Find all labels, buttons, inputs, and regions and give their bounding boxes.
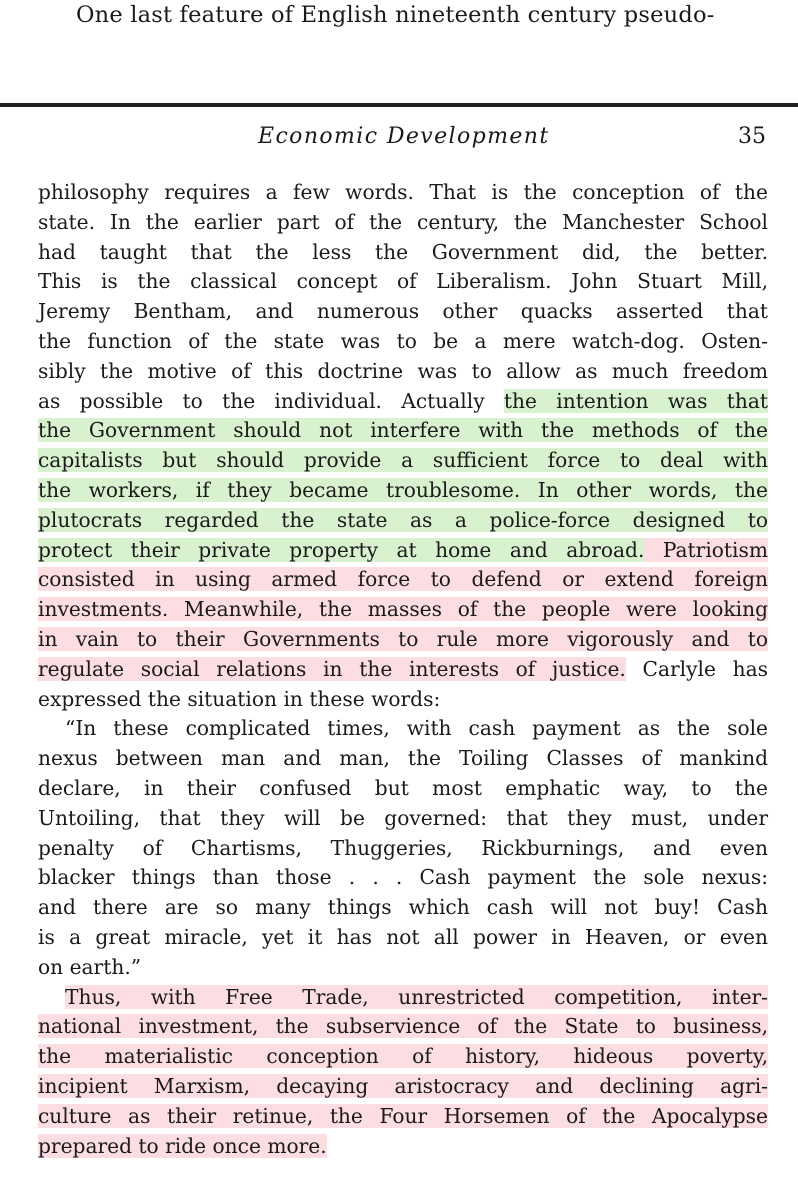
text-line	[38, 327, 768, 357]
text-segment: “In these complicated times, with cash payment as the sole	[65, 716, 768, 741]
highlighted-text-green: capitalists but should provide a sufficient force to deal with	[38, 448, 768, 473]
highlighted-text-pink: national investment, the subservience of the State to business,	[38, 1014, 768, 1039]
highlighted-text-pink: incipient Marxism, decaying aristocracy and declining agri-	[38, 1073, 768, 1098]
text-segment: nexus between man and man, the Toiling Classes of mankind	[38, 746, 768, 771]
text-line	[38, 208, 768, 238]
text-line	[38, 387, 768, 417]
text-segment: declare, in their confused but most emphatic way, to the	[38, 775, 768, 800]
text-line	[38, 893, 768, 923]
text-line	[38, 804, 768, 834]
text-line	[38, 506, 768, 536]
text-line	[38, 655, 768, 685]
text-segment: Jeremy Bentham, and numerous other quacks asserted that	[38, 299, 768, 324]
text-line	[38, 536, 768, 566]
highlighted-text-pink: investments. Meanwhile, the masses of the people were looking	[38, 597, 768, 622]
text-line	[38, 774, 768, 804]
text-line	[38, 834, 768, 864]
text-line	[38, 178, 768, 208]
text-line	[38, 714, 768, 744]
text-line	[38, 1132, 768, 1162]
highlighted-text-pink: in vain to their Governments to rule more vigorously and to	[38, 626, 768, 651]
highlighted-text-green: protect their private property at home and abroad.	[38, 537, 645, 562]
text-segment: and there are so many things which cash will not buy! Cash	[38, 895, 768, 920]
text-segment: had taught that the less the Government did, the better.	[38, 239, 768, 264]
text-line	[38, 685, 768, 715]
text-line	[38, 238, 768, 268]
text-line	[38, 565, 768, 595]
text-segment: expressed the situation in these words:	[38, 686, 441, 711]
text-line	[38, 625, 768, 655]
highlighted-text-pink: Patriotism	[644, 537, 769, 562]
text-segment: on earth.”	[38, 954, 142, 979]
text-line	[38, 1042, 768, 1072]
highlighted-text-pink: the materialistic conception of history, hideous poverty,	[38, 1044, 768, 1069]
highlighted-text-pink: regulate social relations in the interests of justice.	[38, 656, 626, 681]
text-line	[38, 476, 768, 506]
text-line	[38, 595, 768, 625]
text-segment: the function of the state was to be a mere watch-dog. Osten-	[38, 328, 768, 353]
text-segment: blacker things than those . . . Cash payment the sole nexus:	[38, 865, 768, 890]
text-line	[38, 297, 768, 327]
text-line	[38, 983, 768, 1013]
text-line	[38, 267, 768, 297]
page-number: 35	[738, 124, 766, 149]
text-segment: philosophy requires a few words. That is the conception of the	[38, 180, 768, 204]
text-segment: This is the classical concept of Liberalism. John Stuart Mill,	[38, 269, 768, 294]
text-line	[38, 953, 768, 983]
text-segment: penalty of Chartisms, Thuggeries, Rickburnings, and even	[38, 835, 768, 860]
previous-page-last-line: One last feature of English nineteenth century pseudo-	[76, 2, 715, 28]
text-line	[38, 416, 768, 446]
text-line	[38, 1072, 768, 1102]
text-line	[38, 446, 768, 476]
text-segment: is a great miracle, yet it has not all power in Heaven, or even	[38, 924, 768, 949]
highlighted-text-pink: culture as their retinue, the Four Horsemen of the Apocalypse	[38, 1103, 768, 1128]
text-line	[38, 744, 768, 774]
text-line	[38, 923, 768, 953]
text-line	[38, 357, 768, 387]
page-divider	[0, 103, 798, 107]
text-line	[38, 1102, 768, 1132]
text-line	[38, 863, 768, 893]
highlighted-text-pink: prepared to ride once more.	[38, 1133, 327, 1158]
text-segment: as possible to the individual. Actually	[38, 388, 504, 413]
text-segment: sibly the motive of this doctrine was to allow as much freedom	[38, 358, 768, 383]
text-line	[38, 1012, 768, 1042]
highlighted-text-green: the workers, if they became troublesome. In other words, the	[38, 477, 768, 502]
text-segment: Untoiling, that they will be governed: that they must, under	[38, 805, 768, 830]
body-text	[38, 178, 768, 1161]
running-title: Economic Development	[258, 124, 550, 149]
highlighted-text-green: the Government should not interfere with the methods of the	[38, 418, 768, 443]
highlighted-text-green: the intention was that	[503, 388, 768, 413]
highlighted-text-green: plutocrats regarded the state as a police-force designed to	[38, 507, 768, 532]
highlighted-text-pink: consisted in using armed force to defend or extend foreign	[38, 567, 768, 592]
text-segment: Carlyle has	[625, 656, 768, 681]
running-head	[0, 124, 798, 156]
text-segment: state. In the earlier part of the century, the Manchester School	[38, 209, 768, 234]
highlighted-text-pink: Thus, with Free Trade, unrestricted competition, inter-	[65, 984, 768, 1009]
